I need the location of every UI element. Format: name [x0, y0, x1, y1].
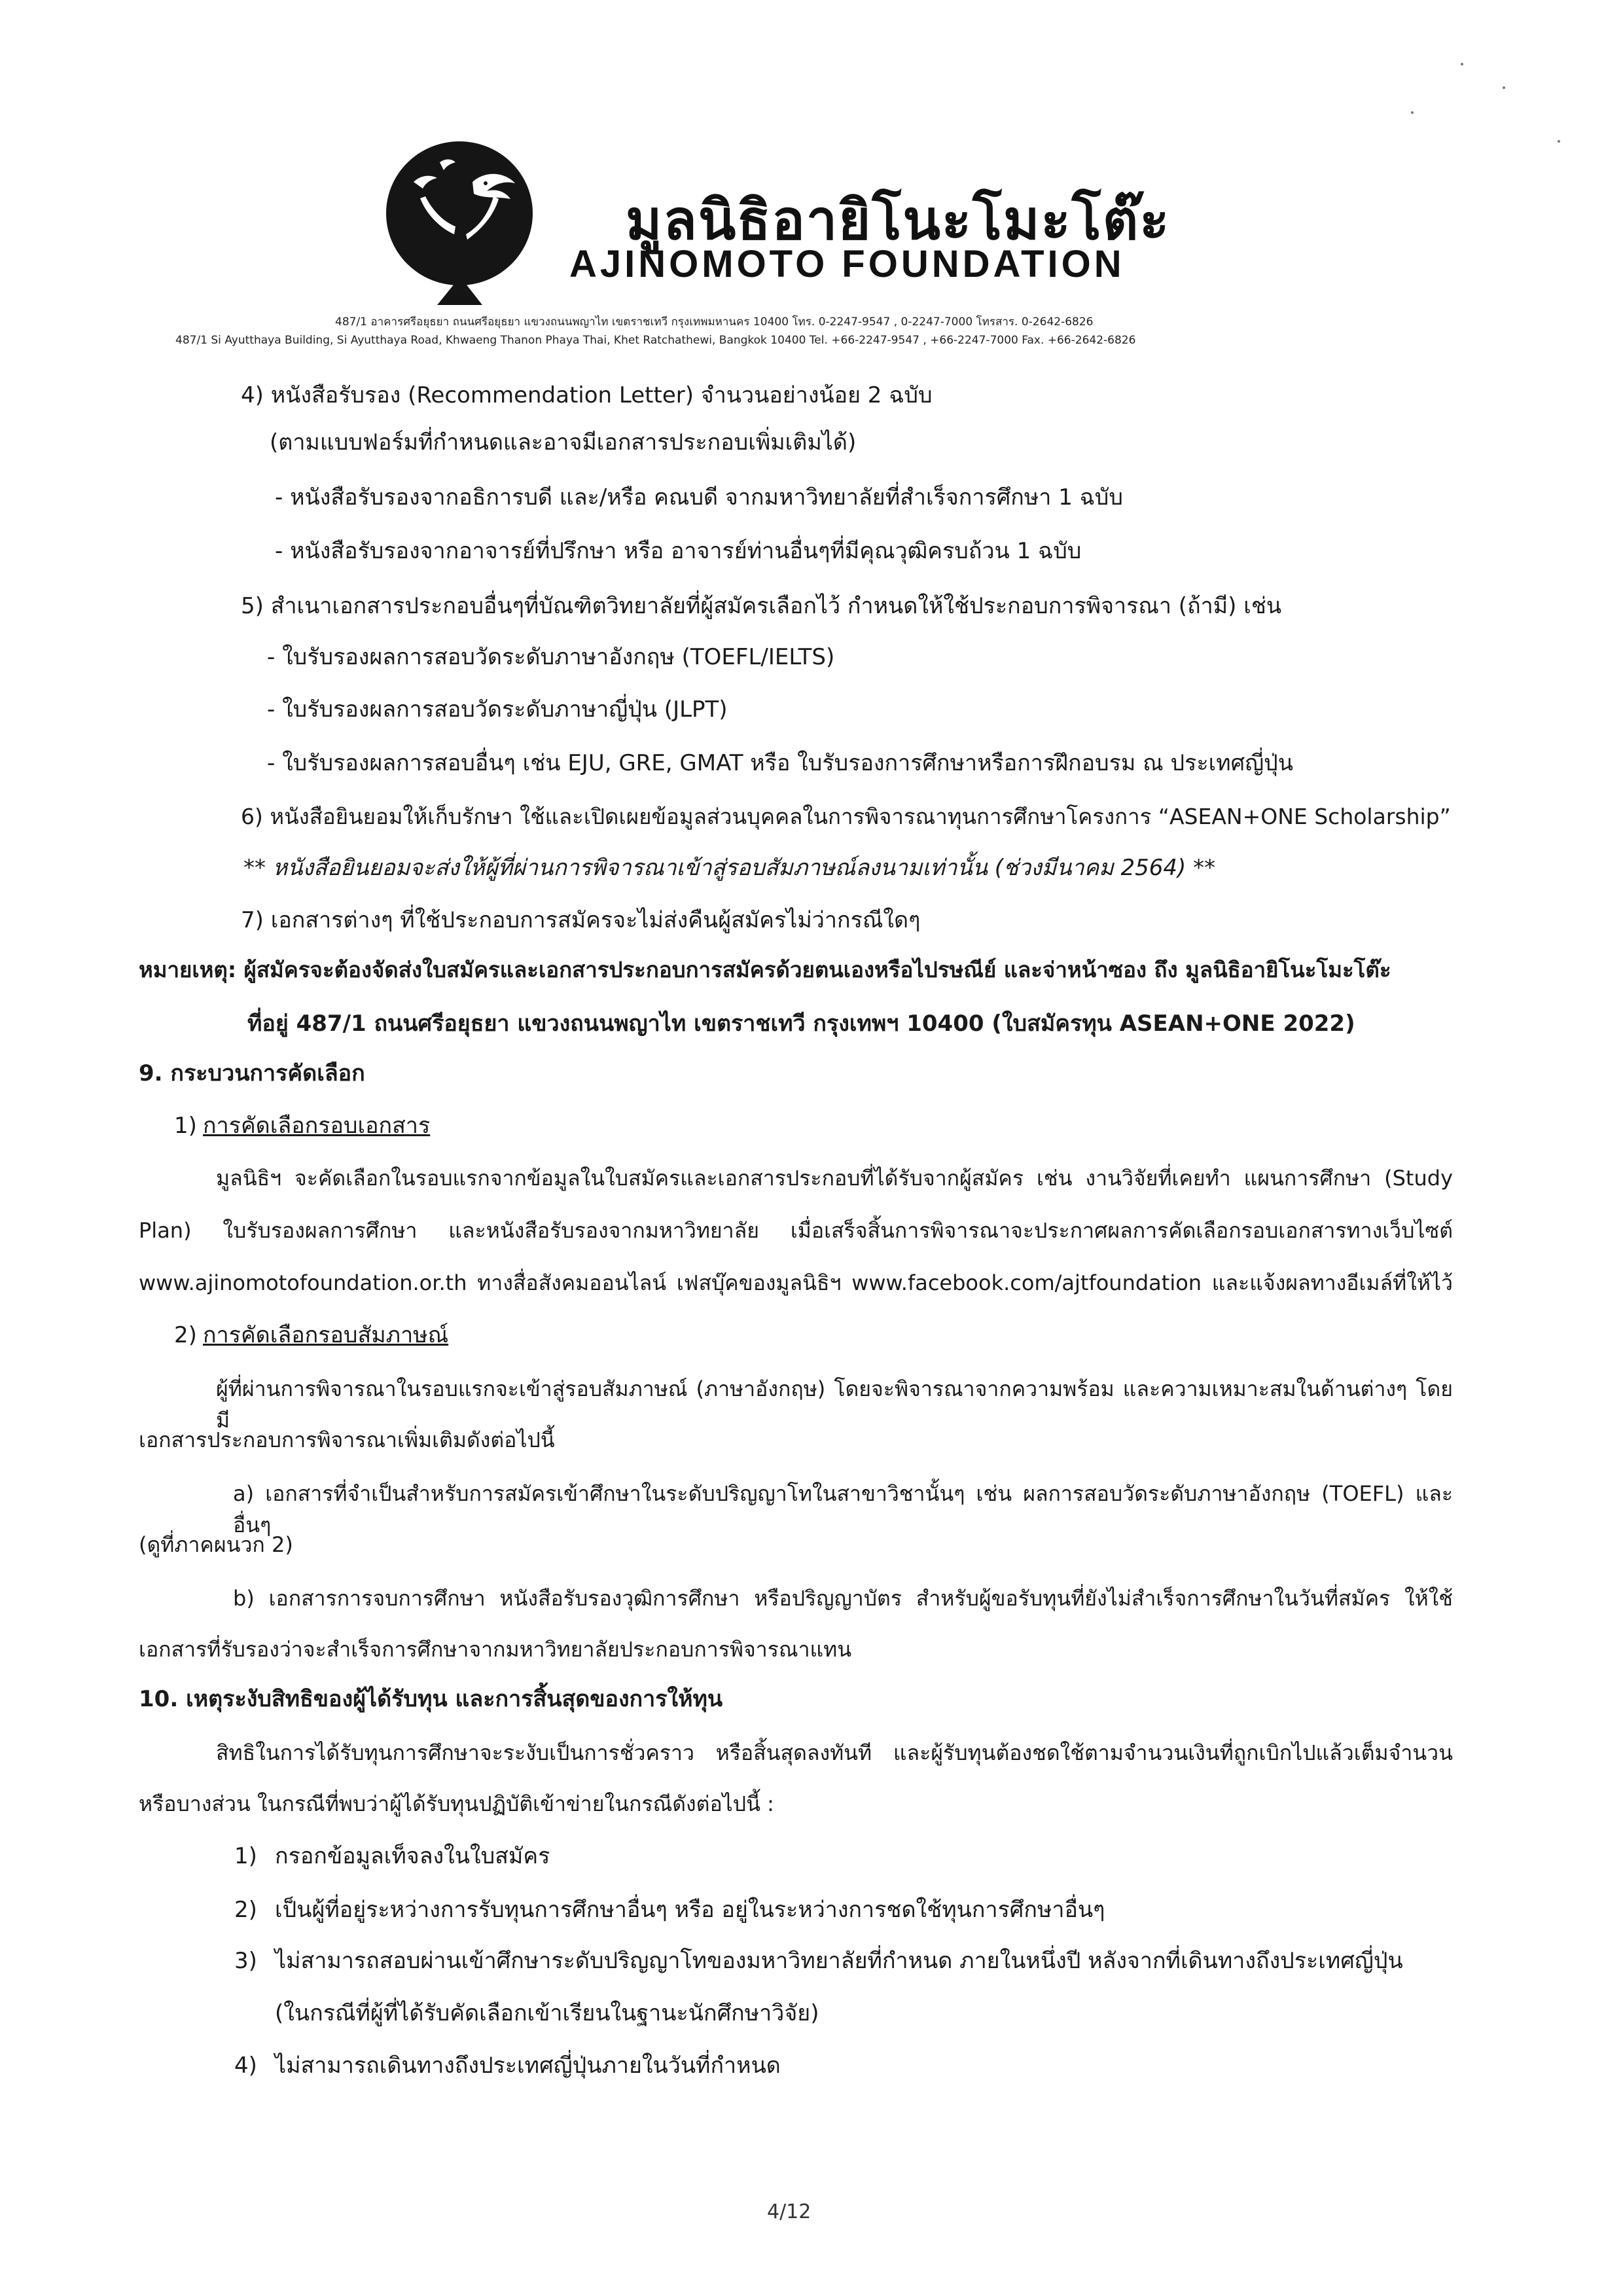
doc-item-5-sub-2: - ใบรับรองผลการสอบวัดระดับภาษาญี่ปุ่น (JLPT) [267, 696, 728, 723]
doc-item-4-title: 4) หนังสือรับรอง (Recommendation Letter) จำนวนอย่างน้อย 2 ฉบับ [241, 382, 933, 408]
section-10-item-1-text: กรอกข้อมูลเท็จลงในใบสมัคร [275, 1843, 550, 1869]
section-9-sub-1-paragraph-line-3: www.ajinomotofoundation.or.th ทางสื่อสังคมออนไลน์ เฟสบุ๊คของมูลนิธิฯ www.facebook.com/ajtfoundation และแจ้งผลทางอีเมล์ที่ให้ไว้ [139, 1270, 1453, 1295]
doc-item-5-sub-1: - ใบรับรองผลการสอบวัดระดับภาษาอังกฤษ (TOEFL/IELTS) [267, 644, 835, 670]
doc-item-4-sub-2: - หนังสือรับรองจากอาจารย์ที่ปรึกษา หรือ อาจารย์ท่านอื่นๆที่มีคุณวุฒิครบถ้วน 1 ฉบับ [275, 538, 1082, 564]
section-10-paragraph-line-1: สิทธิในการได้รับทุนการศึกษาจะระงับเป็นการชั่วคราว หรือสิ้นสุดลงทันที และผู้รับทุนต้องชดใช้ตามจำนวนเงินที่ถูกเบิกไปแล้วเต็มจำนวน [216, 1740, 1453, 1765]
remark-line-1: หมายเหตุ: ผู้สมัครจะต้องจัดส่งใบสมัครและเอกสารประกอบการสมัครด้วยตนเองหรือไปรษณีย์ และจ่าหน้าซอง ถึง มูลนิธิอายิโนะโมะโต๊ะ [139, 957, 1391, 982]
doc-item-7-title: 7) เอกสารต่างๆ ที่ใช้ประกอบการสมัครจะไม่ส่งคืนผู้สมัครไม่ว่ากรณีใดๆ [241, 907, 921, 933]
scan-speck [1461, 63, 1463, 65]
section-10-item-3-text-line-2: (ในกรณีที่ผู้ที่ได้รับคัดเลือกเข้าเรียนในฐานะนักศึกษาวิจัย) [275, 2000, 819, 2026]
scan-speck [1411, 111, 1414, 114]
section-9-sub-2-item-a-line-2: (ดูที่ภาคผนวก 2) [139, 1532, 293, 1557]
doc-item-6-note: ** หนังสือยินยอมจะส่งให้ผู้ที่ผ่านการพิจารณาเข้าสู่รอบสัมภาษณ์ลงนามเท่านั้น (ช่วงมีนาคม 2564) ** [243, 855, 1216, 881]
section-10-item-4-number: 4) [234, 2053, 257, 2079]
section-9-sub-2-title: การคัดเลือกรอบสัมภาษณ์ [203, 1322, 449, 1348]
section-10-item-2-number: 2) [234, 1897, 257, 1923]
foundation-logo [374, 136, 544, 313]
section-10-item-3-text: ไม่สามารถสอบผ่านเข้าศึกษาระดับปริญญาโทของมหาวิทยาลัยที่กำหนด ภายในหนึ่งปี หลังจากที่เดินทางถึงประเทศญี่ปุ่น [275, 1948, 1403, 1974]
section-9-sub-2-paragraph-line-1: ผู้ที่ผ่านการพิจารณาในรอบแรกจะเข้าสู่รอบสัมภาษณ์ (ภาษาอังกฤษ) โดยจะพิจารณาจากความพร้อม และความเหมาะสมในด้านต่างๆ โดยมี [216, 1376, 1453, 1433]
doc-item-5-sub-3: - ใบรับรองผลการสอบอื่นๆ เช่น EJU, GRE, GMAT หรือ ใบรับรองการศึกษาหรือการฝึกอบรม ณ ประเทศญี่ปุ่น [267, 750, 1293, 776]
section-9-sub-1-title: การคัดเลือกรอบเอกสาร [203, 1113, 431, 1139]
doc-item-6-title: 6) หนังสือยินยอมให้เก็บรักษา ใช้และเปิดเผยข้อมูลส่วนบุคคลในการพิจารณาทุนการศึกษาโครงการ “ASEAN+ONE Scholarship” [241, 804, 1451, 829]
section-9-sub-2-item-b-line-2: เอกสารที่รับรองว่าจะสำเร็จการศึกษาจากมหาวิทยาลัยประกอบการพิจารณาแทน [139, 1637, 852, 1662]
section-10-item-2-text: เป็นผู้ที่อยู่ระหว่างการรับทุนการศึกษาอื่นๆ หรือ อยู่ในระหว่างการชดใช้ทุนการศึกษาอื่นๆ [275, 1897, 1105, 1923]
address-english: 487/1 Si Ayutthaya Building, Si Ayutthaya Road, Khwaeng Thanon Phaya Thai, Khet Ratchathewi, Bangkok 10400 Tel. +66-2247-9547 , +66-2247-7000 Fax. +66-2642-6826 [175, 334, 1136, 347]
section-9-sub-2-number: 2) [174, 1322, 197, 1348]
section-10-heading: 10. เหตุระงับสิทธิของผู้ได้รับทุน และการสิ้นสุดของการให้ทุน [139, 1686, 723, 1712]
org-name-english: AJINOMOTO FOUNDATION [569, 243, 1125, 285]
section-9-sub-1-number: 1) [174, 1113, 197, 1139]
section-9-sub-1-paragraph-line-2: Plan) ใบรับรองผลการศึกษา และหนังสือรับรองจากมหาวิทยาลัย เมื่อเสร็จสิ้นการพิจารณาจะประกาศผลการคัดเลือกรอบเอกสารทางเว็บไซต์ [139, 1218, 1453, 1243]
doc-item-4-sub-1: - หนังสือรับรองจากอธิการบดี และ/หรือ คณบดี จากมหาวิทยาลัยที่สำเร็จการศึกษา 1 ฉบับ [275, 484, 1123, 511]
section-10-item-1-number: 1) [234, 1843, 257, 1869]
section-9-heading: 9. กระบวนการคัดเลือก [139, 1060, 365, 1086]
section-10-paragraph-line-2: หรือบางส่วน ในกรณีที่พบว่าผู้ได้รับทุนปฏิบัติเข้าข่ายในกรณีดังต่อไปนี้ : [139, 1791, 774, 1816]
page-number: 4/12 [767, 2200, 812, 2223]
section-9-sub-2-paragraph-line-2: เอกสารประกอบการพิจารณาเพิ่มเติมดังต่อไปนี้ [139, 1427, 555, 1452]
org-name-thai: มูลนิธิอายิโนะโมะโต๊ะ [626, 188, 1171, 252]
section-9-sub-2-item-b-line-1: b) เอกสารการจบการศึกษา หนังสือรับรองวุฒิการศึกษา หรือปริญญาบัตร สำหรับผู้ขอรับทุนที่ยังไม่สำเร็จการศึกษาในวันที่สมัคร ให้ใช้ [233, 1586, 1453, 1611]
remark-line-2: ที่อยู่ 487/1 ถนนศรีอยุธยา แขวงถนนพญาไท เขตราชเทวี กรุงเทพฯ 10400 (ใบสมัครทุน ASEAN+ONE 2022) [247, 1011, 1355, 1037]
section-9-sub-1-paragraph-line-1: มูลนิธิฯ จะคัดเลือกในรอบแรกจากข้อมูลในใบสมัครและเอกสารประกอบที่ได้รับจากผู้สมัคร เช่น งานวิจัยที่เคยทำ แผนการศึกษา (Study [216, 1166, 1454, 1191]
address-thai: 487/1 อาคารศรีอยุธยา ถนนศรีอยุธยา แขวงถนนพญาไท เขตราชเทวี กรุงเทพมหานคร 10400 โทร. 0-2247-9547 , 0-2247-7000 โทรสาร. 0-2642-6826 [335, 315, 1094, 329]
section-10-item-4-text: ไม่สามารถเดินทางถึงประเทศญี่ปุ่นภายในวันที่กำหนด [275, 2053, 781, 2079]
doc-item-4-note: (ตามแบบฟอร์มที่กำหนดและอาจมีเอกสารประกอบเพิ่มเติมได้) [270, 429, 857, 456]
scan-speck [1558, 140, 1560, 143]
scan-speck [1503, 86, 1505, 89]
doc-item-5-title: 5) สำเนาเอกสารประกอบอื่นๆที่บัณฑิตวิทยาลัยที่ผู้สมัครเลือกไว้ กำหนดให้ใช้ประกอบการพิจารณา (ถ้ามี) เช่น [241, 593, 1282, 619]
section-9-sub-2-item-a-line-1: a) เอกสารที่จำเป็นสำหรับการสมัครเข้าศึกษาในระดับปริญญาโทในสาขาวิชานั้นๆ เช่น ผลการสอบวัดระดับภาษาอังกฤษ (TOEFL) และอื่นๆ [233, 1481, 1454, 1537]
section-10-item-3-number: 3) [234, 1948, 257, 1974]
